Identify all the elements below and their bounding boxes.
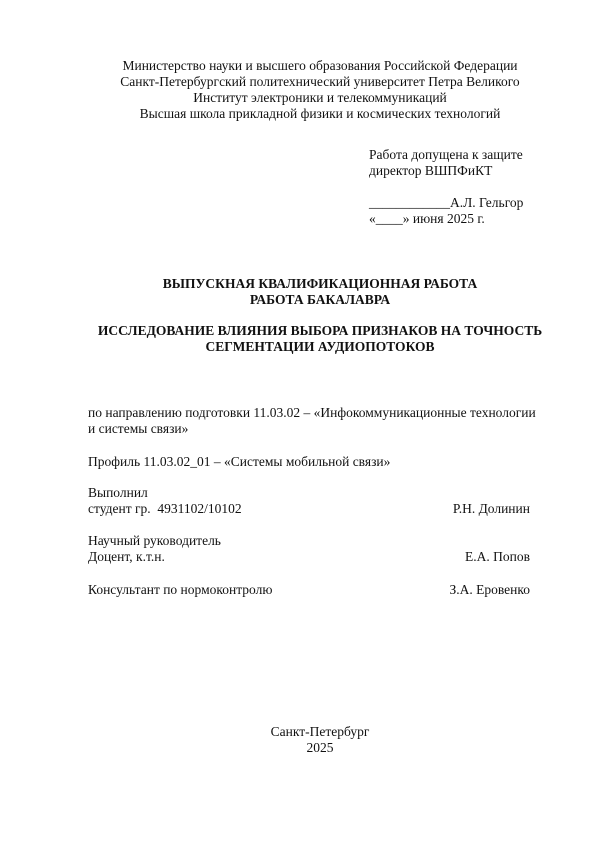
performer-role: студент гр. 4931102/10102 xyxy=(88,501,242,516)
profile-line: Профиль 11.03.02_01 – «Системы мобильной связи» xyxy=(88,454,391,469)
title-block xyxy=(0,276,596,355)
supervisor-label: Научный руководитель xyxy=(88,533,221,548)
approval-director-line: директор ВШПФиКТ xyxy=(369,163,493,178)
ministry-header xyxy=(0,58,596,122)
performer-name: Р.Н. Долинин xyxy=(452,501,530,516)
approval-signature-line: ____________А.Л. Гельгор xyxy=(369,195,524,210)
supervisor-name: Е.А. Попов xyxy=(465,549,530,564)
direction-line1: по направлению подготовки 11.03.02 – «Инфокоммуникационные технологии xyxy=(88,405,536,420)
supervisor-role: Доцент, к.т.н. xyxy=(88,549,165,564)
ministry-line: Министерство науки и высшего образования Российской Федерации xyxy=(122,58,518,73)
topic-title-line1: ИССЛЕДОВАНИЕ ВЛИЯНИЯ ВЫБОРА ПРИЗНАКОВ НА ТОЧНОСТЬ xyxy=(97,323,543,338)
footer-block xyxy=(0,724,596,756)
footer-city: Санкт-Петербург xyxy=(270,724,370,739)
approval-block xyxy=(369,147,523,227)
normcontrol-name: З.А. Еровенко xyxy=(449,582,530,597)
footer-year: 2025 xyxy=(306,740,334,755)
normcontrol-role: Консультант по нормоконтролю xyxy=(88,582,273,597)
direction-line2: и системы связи» xyxy=(88,421,189,436)
institute-line: Институт электроники и телекоммуникаций xyxy=(193,90,447,105)
work-kind-line: РАБОТА БАКАЛАВРА xyxy=(249,292,391,307)
approval-date-line: «____» июня 2025 г. xyxy=(369,211,485,226)
supervisor-row xyxy=(88,549,530,565)
topic-title-line2: СЕГМЕНТАЦИИ АУДИОПОТОКОВ xyxy=(205,339,435,354)
school-line: Высшая школа прикладной физики и космических технологий xyxy=(139,106,501,121)
approval-admitted-line: Работа допущена к защите xyxy=(369,147,523,162)
work-type-line: ВЫПУСКНАЯ КВАЛИФИКАЦИОННАЯ РАБОТА xyxy=(162,276,478,291)
direction-paragraph xyxy=(88,405,548,437)
university-line: Санкт-Петербургский политехнический университет Петра Великого xyxy=(120,74,520,89)
performer-label: Выполнил xyxy=(88,485,148,500)
normcontrol-row xyxy=(88,582,530,598)
performer-row xyxy=(88,501,530,517)
